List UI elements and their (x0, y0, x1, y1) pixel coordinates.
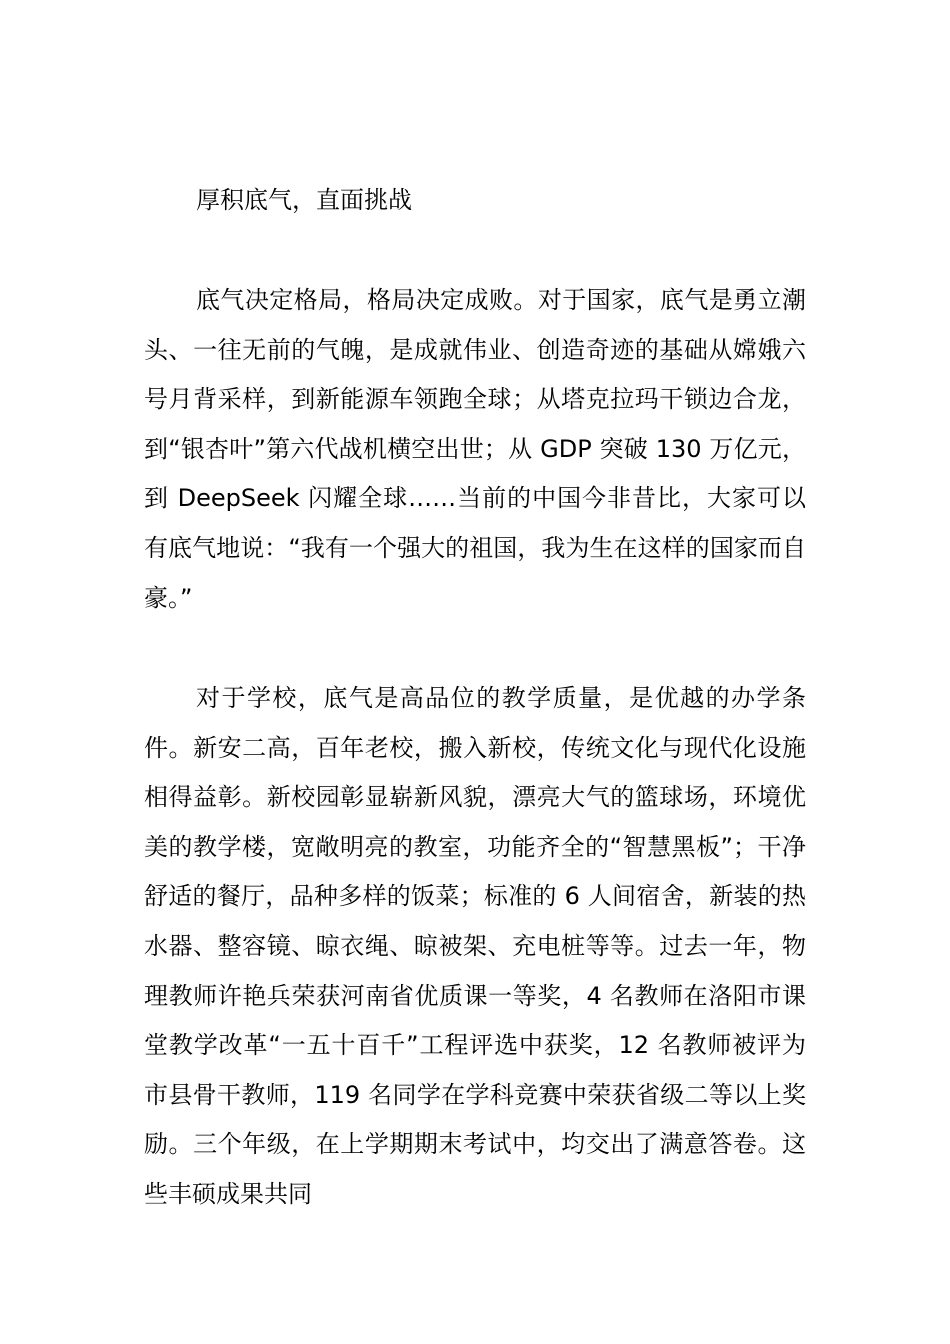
paragraph-national-confidence: 底气决定格局，格局决定成败。对于国家，底气是勇立潮头、一往无前的气魄，是成就伟业、创造奇迹的基础从嫦娥六号月背采样，到新能源车领跑全球；从塔克拉玛干锁边合龙，到“银杏叶”第六代战机横空出世；从 GDP 突破 130 万亿元，到 DeepSeek 闪耀全球……当前的中国今非昔比，大家可以有底气地说：“我有一个强大的祖国，我为生在这样的国家而自豪。” (144, 286, 806, 612)
section-heading: 厚积底气，直面挑战 (196, 186, 412, 214)
paragraph-school-confidence: 对于学校，底气是高品位的教学质量，是优越的办学条件。新安二高，百年老校，搬入新校，传统文化与现代化设施相得益彰。新校园彰显崭新风貌，漂亮大气的篮球场，环境优美的教学楼，宽敞明亮的教室，功能齐全的“智慧黑板”；干净舒适的餐厅，品种多样的饭菜；标准的 6 人间宿舍，新装的热水器、整容镜、晾衣绳、晾被架、充电桩等等。过去一年，物理教师许艳兵荣获河南省优质课一等奖，4 名教师在洛阳市课堂教学改革“一五十百千”工程评选中获奖，12 名教师被评为市县骨干教师，119 名同学在学科竞赛中荣获省级二等以上奖励。三个年级，在上学期期末考试中，均交出了满意答卷。这些丰硕成果共同 (144, 684, 806, 1208)
